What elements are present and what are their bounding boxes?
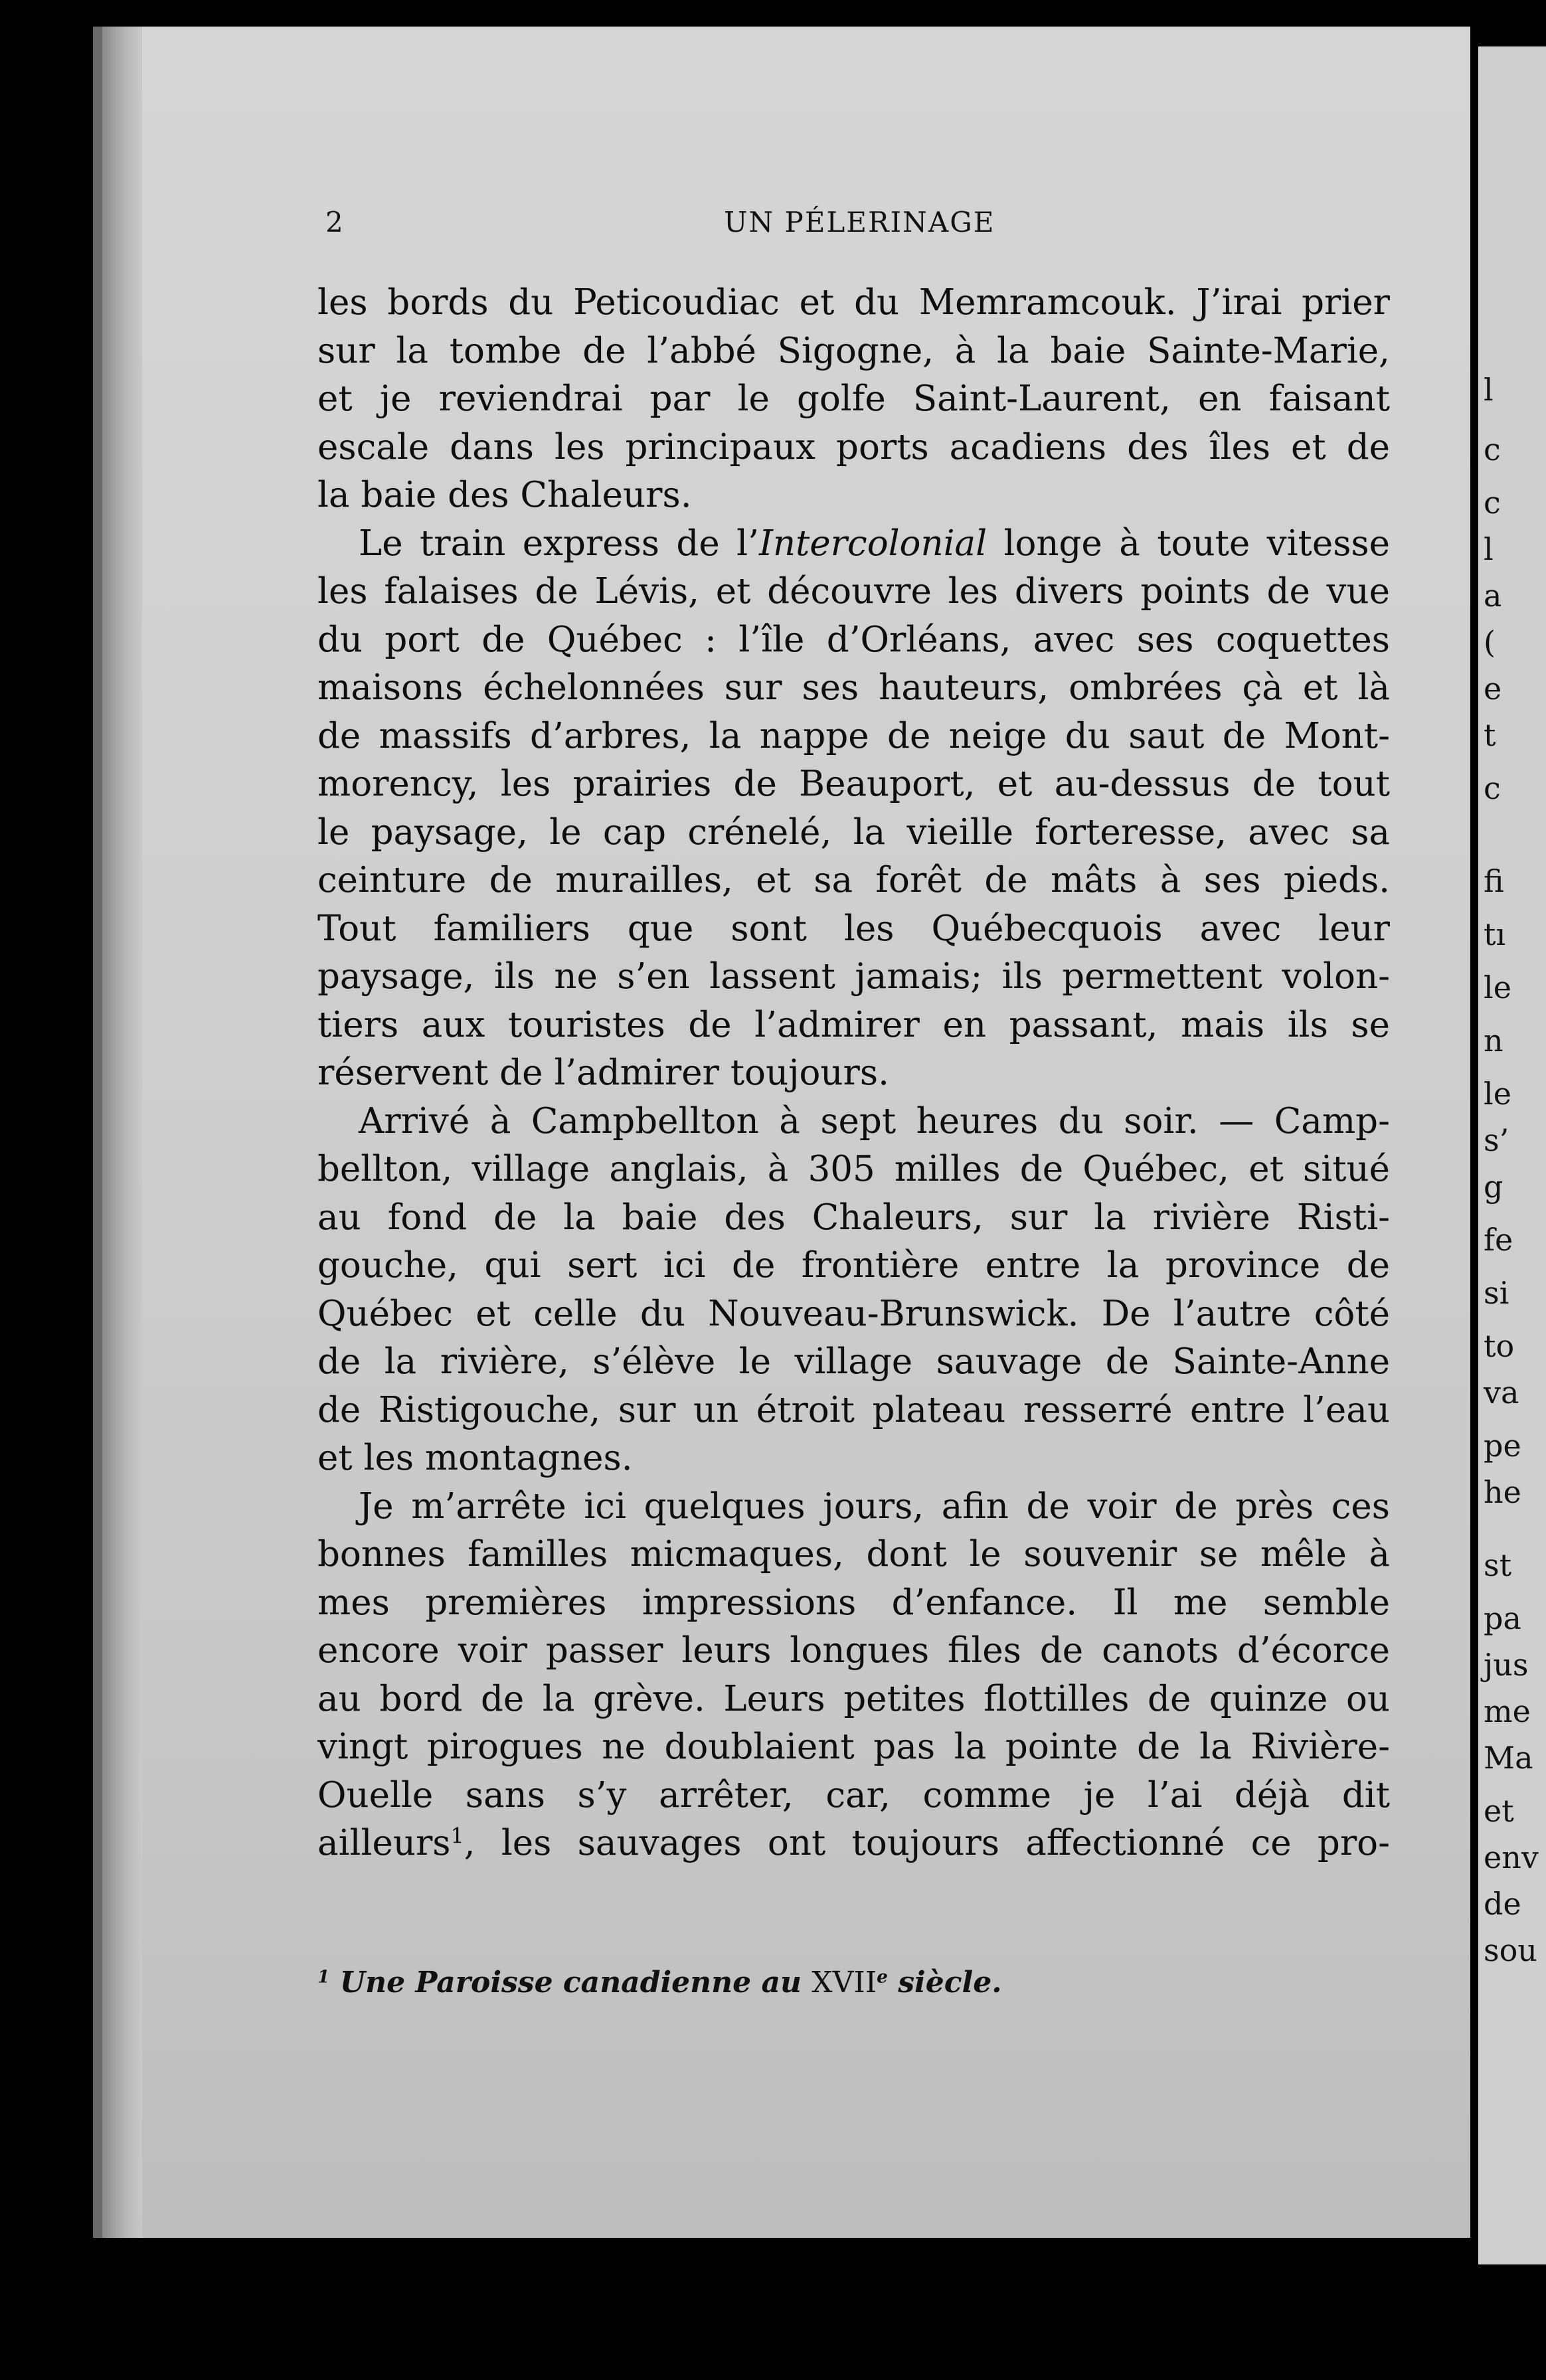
text-line: bellton, village anglais, à 305 milles de Québec, et situé: [317, 1149, 1390, 1189]
text-line: et les montagnes.: [317, 1438, 633, 1478]
next-page-fragment: l: [1484, 372, 1494, 408]
text-line: Je m’arrête ici quelques jours, afin de voir de près ces: [359, 1486, 1390, 1527]
next-page-fragment: (: [1484, 624, 1496, 660]
text-line: escale dans les principaux ports acadiens des îles et de: [317, 426, 1390, 468]
text-line: encore voir passer leurs longues files de canots d’écorce: [317, 1630, 1390, 1671]
next-page-fragment: pa: [1484, 1600, 1521, 1636]
text-run: longe à toute vitesse: [987, 523, 1390, 564]
paragraph-1: [317, 279, 1390, 520]
next-page-fragment: et: [1484, 1793, 1514, 1829]
footnote-text-end: siècle.: [887, 1966, 1002, 1999]
next-page-fragment: t: [1484, 717, 1496, 753]
text-line: au fond de la baie des Chaleurs, sur la rivière Risti-: [317, 1197, 1390, 1238]
next-page-fragment: st: [1484, 1547, 1512, 1583]
text-line: gouche, qui sert ici de frontière entre la province de: [317, 1245, 1390, 1286]
next-page-fragment: si: [1484, 1275, 1509, 1311]
text-line: vingt pirogues ne doublaient pas la pointe de la Rivière-: [317, 1727, 1390, 1767]
footnote-ref: 1: [450, 1824, 464, 1849]
text-line: réservent de l’admirer toujours.: [317, 1053, 889, 1093]
footnote-century: XVII: [812, 1966, 877, 1999]
text-run: ailleurs: [317, 1823, 451, 1863]
next-page-fragment: c: [1484, 770, 1501, 806]
page-number: 2: [325, 206, 343, 238]
next-page-fragment: n: [1484, 1023, 1503, 1059]
text-line: paysage, ils ne s’en lassent jamais; ils permettent volon-: [317, 956, 1390, 997]
body-text: [317, 279, 1390, 1868]
next-page-fragment: e: [1484, 671, 1502, 707]
text-line: de Ristigouche, sur un étroit plateau resserré entre l’eau: [317, 1389, 1390, 1430]
text-line: le paysage, le cap crénelé, la vieille forteresse, avec sa: [317, 811, 1390, 853]
paragraph-2: [317, 520, 1390, 1098]
text-line: [317, 1820, 1390, 1868]
next-page-fragment: s’: [1484, 1122, 1509, 1158]
next-page-fragment: tı: [1484, 916, 1506, 952]
text-line: morency, les prairies de Beauport, et au-dessus de tout: [317, 764, 1390, 804]
next-page-fragment: c: [1484, 432, 1501, 468]
next-page-fragment: to: [1484, 1328, 1515, 1364]
text-line: [317, 520, 1390, 568]
text-run: , les sauvages ont toujours affectionné ce pro-: [464, 1823, 1390, 1863]
text-line: au bord de la grève. Leurs petites flottilles de quinze ou: [317, 1678, 1390, 1719]
page-gutter: [102, 27, 142, 2238]
italic-term: Intercolonial: [758, 523, 988, 564]
text-line: Ouelle sans s’y arrêter, car, comme je l’ai déjà dit: [317, 1774, 1390, 1816]
paragraph-4: [317, 1483, 1390, 1868]
next-page-fragment: a: [1484, 578, 1502, 614]
next-page-fragment: va: [1484, 1375, 1519, 1410]
text-line: tiers aux touristes de l’admirer en passant, mais ils se: [317, 1004, 1390, 1045]
text-line: mes premières impressions d’enfance. Il me semble: [317, 1582, 1390, 1623]
text-line: ceinture de murailles, et sa forêt de mâts à ses pieds.: [317, 860, 1390, 900]
text-line: et je reviendrai par le golfe Saint-Laurent, en faisant: [317, 379, 1390, 419]
text-line: la baie des Chaleurs.: [317, 475, 692, 515]
text-line: de la rivière, s’élève le village sauvage de Sainte-Anne: [317, 1341, 1390, 1382]
next-page-edge: [1478, 46, 1546, 2264]
footnote-century-sup: e: [877, 1966, 888, 1988]
next-page-fragment: jus: [1484, 1647, 1529, 1683]
text-line: les bords du Peticoudiac et du Memramcouk. J’irai prier: [317, 282, 1390, 323]
footnote: [317, 1966, 1002, 1999]
next-page-fragment: env: [1484, 1839, 1539, 1875]
next-page-fragment: g: [1484, 1169, 1503, 1205]
text-line: les falaises de Lévis, et découvre les divers points de vue: [317, 571, 1390, 612]
next-page-fragment: he: [1484, 1474, 1521, 1510]
text-line: du port de Québec : l’île d’Orléans, avec ses coquettes: [317, 619, 1390, 660]
next-page-fragment: le: [1484, 970, 1511, 1005]
next-page-fragment: Ma: [1484, 1740, 1533, 1776]
next-page-fragment: c: [1484, 485, 1501, 521]
text-run: Le train express de l’: [359, 523, 759, 564]
next-page-fragment: sou: [1484, 1932, 1537, 1968]
text-line: de massifs d’arbres, la nappe de neige du saut de Mont-: [317, 715, 1390, 756]
next-page-fragment: le: [1484, 1076, 1511, 1112]
text-line: sur la tombe de l’abbé Sigogne, à la baie Sainte-Marie,: [317, 330, 1390, 371]
text-line: bonnes familles micmaques, dont le souvenir se mêle à: [317, 1534, 1390, 1574]
next-page-fragment: me: [1484, 1693, 1531, 1729]
text-line: Québec et celle du Nouveau-Brunswick. De l’autre côté: [317, 1293, 1390, 1334]
paragraph-3: [317, 1098, 1390, 1483]
text-line: maisons échelonnées sur ses hauteurs, ombrées çà et là: [317, 667, 1390, 708]
running-title: UN PÉLERINAGE: [724, 206, 995, 238]
text-line: Arrivé à Campbellton à sept heures du soir. — Camp-: [359, 1100, 1390, 1142]
next-page-fragment: fi: [1484, 863, 1504, 899]
next-page-fragment: de: [1484, 1886, 1521, 1922]
footnote-text: Une Paroisse canadienne au: [339, 1966, 812, 1999]
next-page-fragment: fe: [1484, 1222, 1513, 1258]
next-page-fragment: pe: [1484, 1428, 1521, 1464]
footnote-marker: 1: [317, 1966, 330, 1988]
next-page-fragment: l: [1484, 531, 1494, 567]
text-line: Tout familiers que sont les Québecquois avec leur: [317, 908, 1390, 949]
